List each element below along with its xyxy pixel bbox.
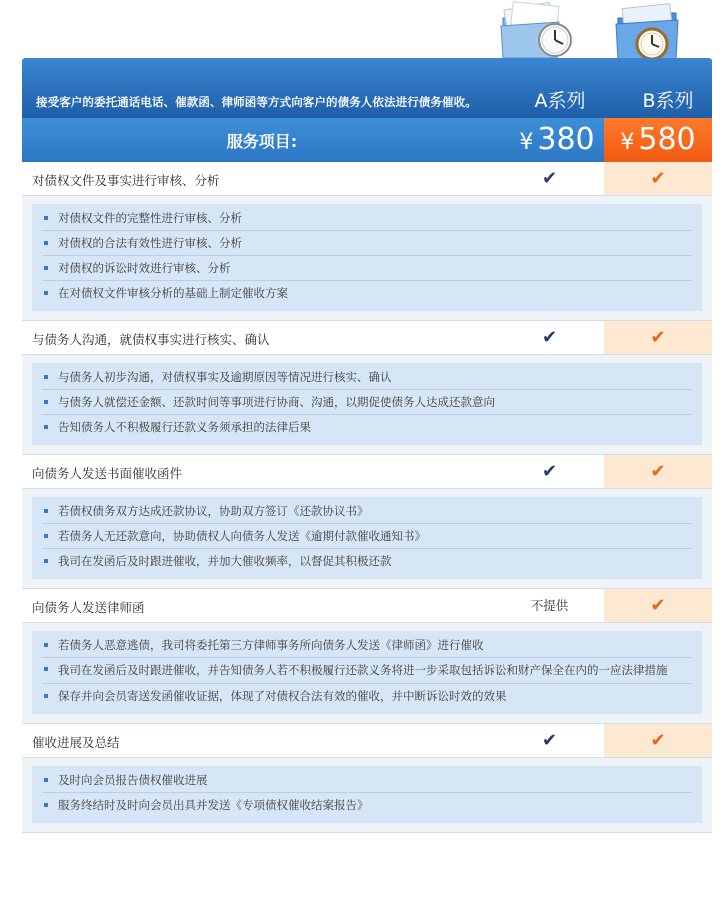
section-title: 向债务人发送书面催收函件 xyxy=(32,466,183,481)
list-item: 保存并向会员寄送发函催收证据，体现了对债权合法有效的催收，并中断诉讼时效的效果 xyxy=(42,684,692,708)
list-item: 若债务人恶意逃债，我司将委托第三方律师事务所向债务人发送《律师函》进行催收 xyxy=(42,633,692,658)
list-item: 我司在发函后及时跟进催收，并加大催收频率，以督促其积极还款 xyxy=(42,549,692,573)
checkmark-icon: ✔ xyxy=(604,455,712,488)
section-header xyxy=(22,162,712,196)
checkmark-icon: ✔ xyxy=(604,724,712,757)
section-details xyxy=(22,623,712,724)
checkmark-icon: ✔ xyxy=(604,321,712,354)
service-items-title: 服务项目: xyxy=(226,132,298,151)
header-bar xyxy=(22,58,712,118)
checkmark-icon: ✔ xyxy=(604,162,712,195)
series-b-label: B系列 xyxy=(642,90,694,112)
currency-symbol: ¥ xyxy=(620,130,635,155)
section-title: 向债务人发送律师函 xyxy=(32,600,145,615)
section-details xyxy=(22,758,712,833)
section-details xyxy=(22,196,712,321)
service-description: 接受客户的委托通话电话、催款函、律师函等方式向客户的债务人依法进行债务催收。 xyxy=(36,95,477,109)
list-item: 与债务人就偿还金额、还款时间等事项进行协商、沟通，以期促使债务人达成还款意向 xyxy=(42,390,692,415)
checkmark-icon: ✔ xyxy=(541,168,558,189)
list-item: 若债权债务双方达成还款协议，协助双方签订《还款协议书》 xyxy=(42,499,692,524)
list-item: 与债务人初步沟通，对债权事实及逾期原因等情况进行核实、确认 xyxy=(42,365,692,390)
service-table xyxy=(22,162,712,833)
folder-clock-icon xyxy=(497,0,577,64)
list-item: 及时向会员报告债权催收进展 xyxy=(42,768,692,793)
list-item: 告知债务人不积极履行还款义务须承担的法律后果 xyxy=(42,415,692,439)
section-title: 与债务人沟通，就债权事实进行核实、确认 xyxy=(32,332,270,347)
list-item: 在对债权文件审核分析的基础上制定催收方案 xyxy=(42,281,692,305)
not-provided-label: 不提供 xyxy=(530,598,569,613)
checkmark-icon: ✔ xyxy=(604,589,712,622)
price-a-value: 380 xyxy=(537,122,595,157)
section-header xyxy=(22,321,712,355)
section-title: 对债权文件及事实进行审核、分析 xyxy=(32,173,220,188)
service-price-bar xyxy=(22,118,712,162)
folder-clock-icon xyxy=(612,0,692,64)
currency-symbol: ¥ xyxy=(519,130,534,155)
list-item: 若债务人无还款意向，协助债权人向债务人发送《逾期付款催收通知书》 xyxy=(42,524,692,549)
price-b-value: 580 xyxy=(638,122,696,157)
section-details xyxy=(22,489,712,589)
section-header xyxy=(22,455,712,489)
section-title: 催收进展及总结 xyxy=(32,735,120,750)
list-item: 服务终结时及时向会员出具并发送《专项债权催收结案报告》 xyxy=(42,793,692,817)
checkmark-icon: ✔ xyxy=(541,461,558,482)
series-a-label: A系列 xyxy=(534,90,586,112)
list-item: 对债权的合法有效性进行审核、分析 xyxy=(42,231,692,256)
checkmark-icon: ✔ xyxy=(541,327,558,348)
section-header xyxy=(22,724,712,758)
list-item: 对债权文件的完整性进行审核、分析 xyxy=(42,206,692,231)
section-header xyxy=(22,589,712,623)
list-item: 我司在发函后及时跟进催收，并告知债务人若不积极履行还款义务将进一步采取包括诉讼和财产保全在内的一应法律措施 xyxy=(42,658,692,684)
price-b xyxy=(604,118,712,162)
list-item: 对债权的诉讼时效进行审核、分析 xyxy=(42,256,692,281)
checkmark-icon: ✔ xyxy=(541,730,558,751)
price-a xyxy=(502,118,612,162)
section-details xyxy=(22,355,712,455)
